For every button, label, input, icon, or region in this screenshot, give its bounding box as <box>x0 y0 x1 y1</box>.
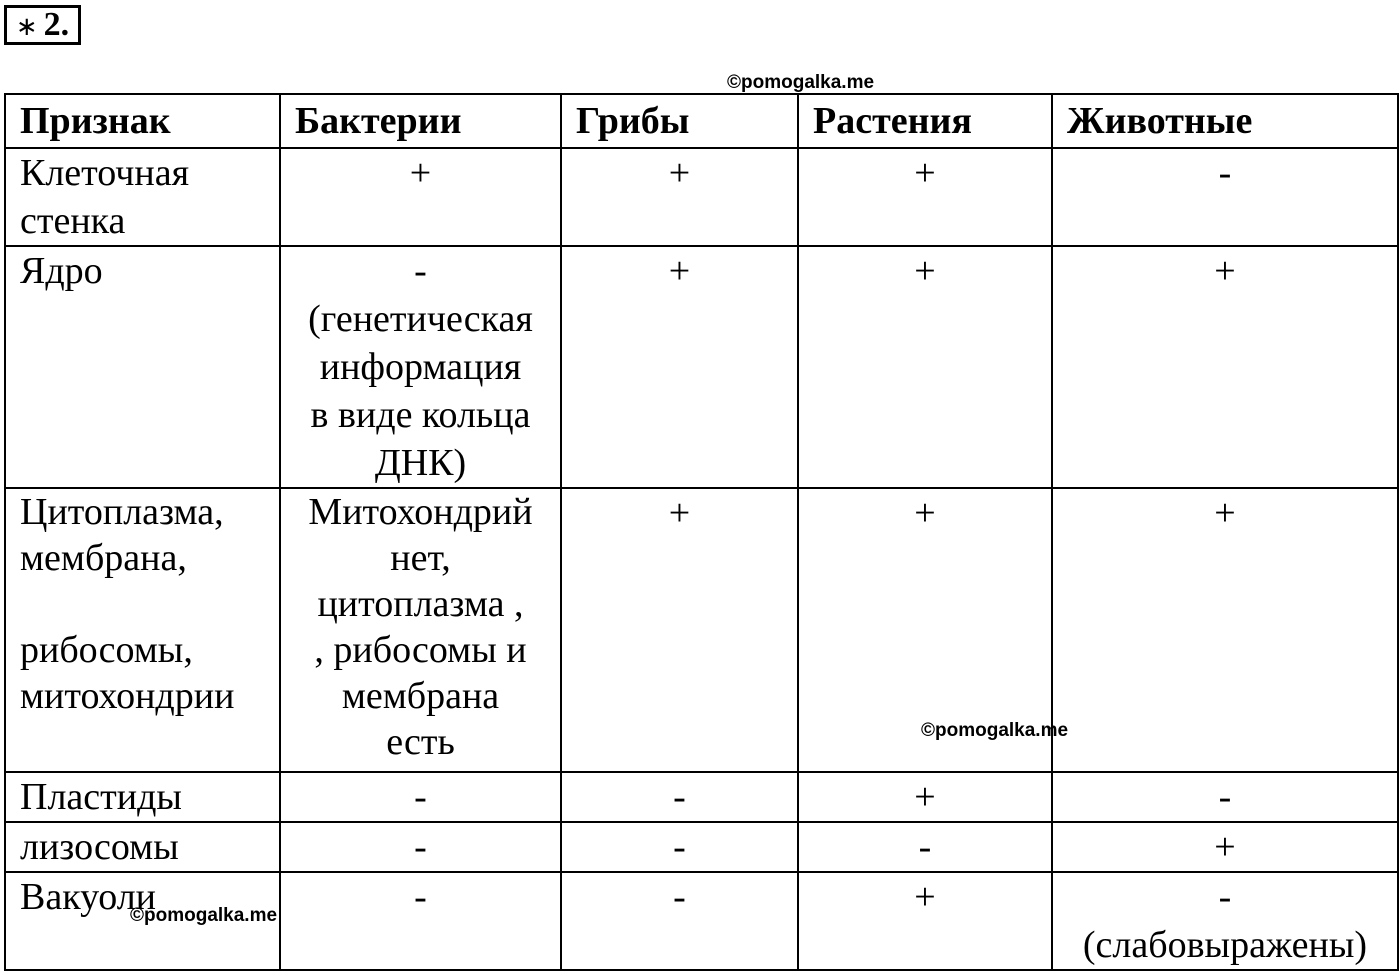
table-cell: + <box>561 246 798 488</box>
table-cell: Митохондрий нет, цитоплазма , , рибосомы и мембрана есть <box>280 488 561 772</box>
header-cell: Бактерии <box>280 94 561 148</box>
watermark: ©pomogalka.me <box>727 72 875 93</box>
table-cell: - (слабовыражены) <box>1052 872 1398 970</box>
task-number: 2. <box>43 6 70 43</box>
table-cell: - <box>1052 772 1398 822</box>
row-label: Цитоплазма, мембрана, рибосомы, митохондрии <box>5 488 280 772</box>
table-cell: + <box>561 488 798 772</box>
watermark: ©pomogalka.me <box>921 720 1069 741</box>
table-cell: - <box>561 872 798 970</box>
row-label: Ядро <box>5 246 280 488</box>
table-cell: + <box>1052 488 1398 772</box>
row-label: Вакуоли <box>5 872 280 970</box>
watermark: ©pomogalka.me <box>130 905 278 926</box>
table-cell: + <box>798 148 1052 246</box>
table-row <box>5 148 1398 246</box>
table-cell: - <box>280 822 561 872</box>
table-header-row <box>5 94 1398 148</box>
table-cell: - <box>1052 148 1398 246</box>
row-label: лизосомы <box>5 822 280 872</box>
table-cell: - <box>561 772 798 822</box>
table-cell: + <box>561 148 798 246</box>
table-cell: - <box>280 872 561 970</box>
header-cell: Растения <box>798 94 1052 148</box>
table-cell: - <box>798 822 1052 872</box>
table-cell: + <box>798 872 1052 970</box>
table-cell: + <box>798 772 1052 822</box>
table-row <box>5 246 1398 488</box>
table-row <box>5 772 1398 822</box>
row-label: Пластиды <box>5 772 280 822</box>
table-cell: + <box>1052 246 1398 488</box>
table-row <box>5 488 1398 772</box>
table-cell: - (генетическая информация в виде кольца ДНК) <box>280 246 561 488</box>
table-cell: - <box>280 772 561 822</box>
header-cell: Животные <box>1052 94 1398 148</box>
comparison-table <box>4 93 1399 971</box>
table-cell: + <box>798 488 1052 772</box>
task-number-box <box>4 5 81 45</box>
table-cell: - <box>561 822 798 872</box>
header-cell: Признак <box>5 94 280 148</box>
table-cell: + <box>1052 822 1398 872</box>
row-label: Клеточная стенка <box>5 148 280 246</box>
table-cell: + <box>798 246 1052 488</box>
table-cell: + <box>280 148 561 246</box>
asterisk-icon: ∗ <box>15 12 38 41</box>
header-cell: Грибы <box>561 94 798 148</box>
table-row <box>5 822 1398 872</box>
